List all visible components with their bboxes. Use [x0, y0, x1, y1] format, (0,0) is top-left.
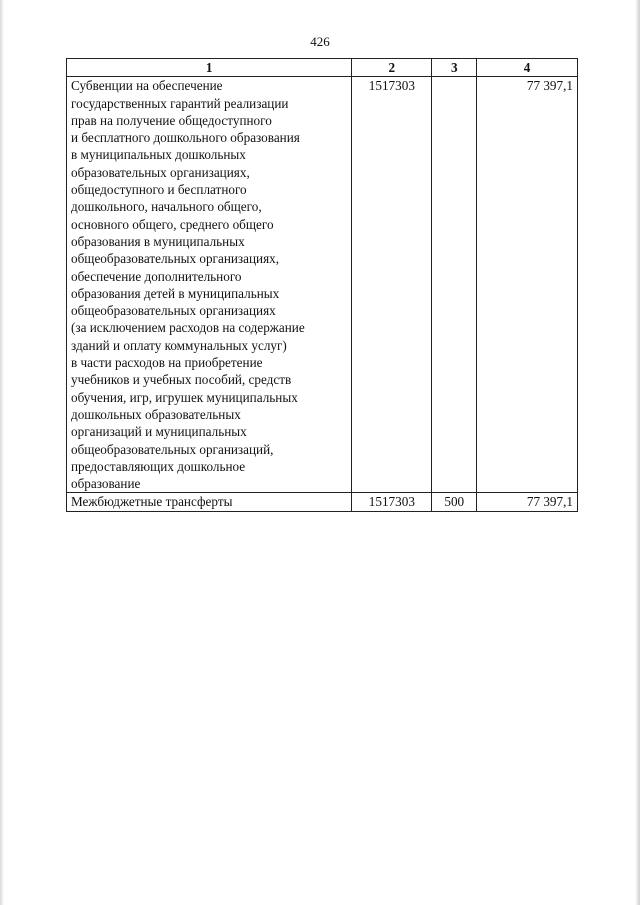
row-code: 1517303 — [352, 493, 432, 511]
scan-edge-left — [0, 0, 4, 905]
row-type: 500 — [432, 493, 477, 511]
row-amount: 77 397,1 — [477, 493, 578, 511]
column-header-3: 3 — [432, 59, 477, 77]
scan-edge-right — [635, 0, 640, 905]
table-row — [67, 493, 578, 511]
row-amount: 77 397,1 — [477, 77, 578, 493]
row-description: Субвенции на обеспечение государственных гарантий реализации прав на получение общедоступного и бесплатного дошкольного образования в муниципальных дошкольных образовательных организациях, общедоступного и бесплатного дошкольного, начального общего, основного общего, среднего общего образования в муниципальных общеобразовательных организациях, обеспечение дополнительного образования детей в муниципальных общеобразовательных организациях (за исключением расходов на содержание зданий и оплату коммунальных услуг) в части расходов на приобретение учебников и учебных пособий, средств обучения, игр, игрушек муниципальных дошкольных образовательных организаций и муниципальных общеобразовательных организаций, предоставляющих дошкольное образование — [67, 77, 352, 493]
table-row — [67, 77, 578, 493]
row-description: Межбюджетные трансферты — [67, 493, 352, 511]
table-header-row — [67, 59, 578, 77]
column-header-2: 2 — [352, 59, 432, 77]
row-type — [432, 77, 477, 493]
budget-table — [66, 58, 578, 512]
page-number: 426 — [310, 34, 330, 49]
column-header-1: 1 — [67, 59, 352, 77]
row-code: 1517303 — [352, 77, 432, 493]
column-header-4: 4 — [477, 59, 578, 77]
